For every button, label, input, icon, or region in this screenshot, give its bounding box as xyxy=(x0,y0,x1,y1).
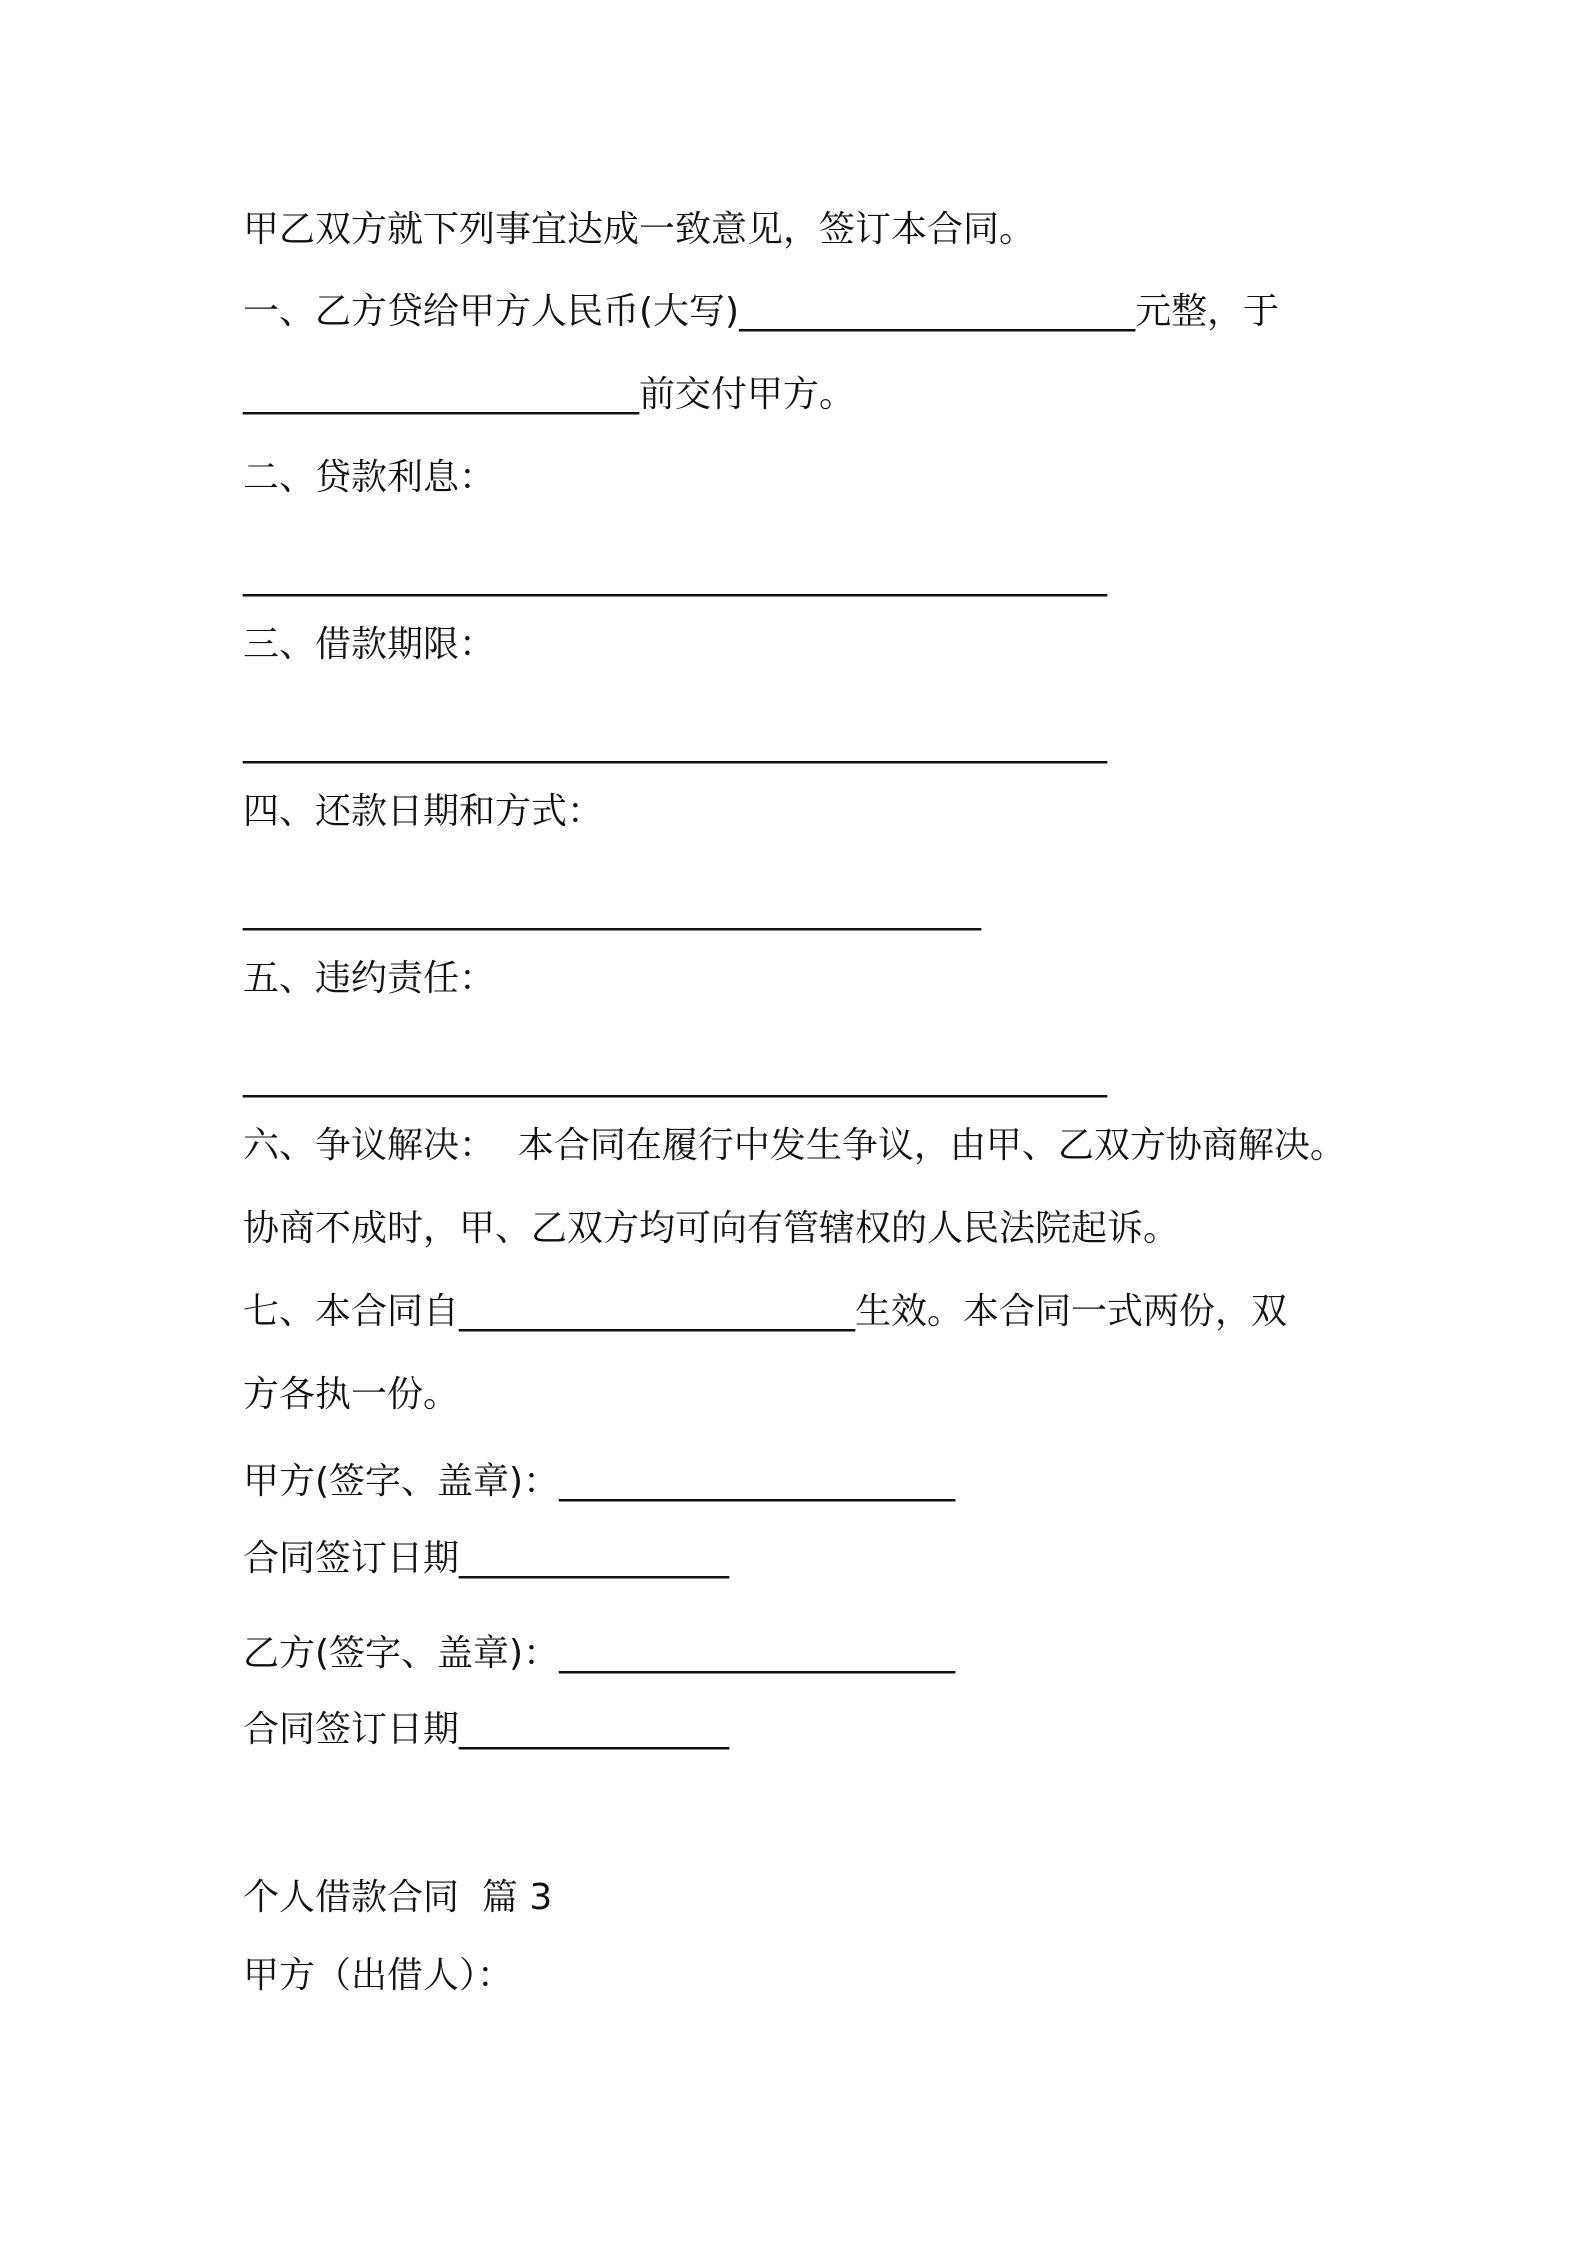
clause-2-title: 二、贷款利息： xyxy=(243,457,496,498)
party-b-sign-date: 合同签订日期_______________ xyxy=(243,1709,730,1750)
party-a-signature: 甲方(签字、盖章)：______________________ xyxy=(243,1461,956,1502)
section-title: 个人借款合同 篇 3 xyxy=(243,1877,553,1918)
clause-5-title: 五、违约责任： xyxy=(243,958,496,999)
clause-7-copies: 方各执一份。 xyxy=(243,1374,460,1415)
clause-4-blank: _________________________________________ xyxy=(243,890,981,931)
party-a-sign-date: 合同签订日期_______________ xyxy=(243,1538,730,1579)
clause-1-amount: 一、乙方贷给甲方人民币(大写)______________________元整，于 xyxy=(243,291,1280,332)
clause-2-blank: ________________________________________________ xyxy=(243,556,1107,597)
intro-text: 甲乙双方就下列事宜达成一致意见，签订本合同。 xyxy=(243,209,1036,250)
clause-1-delivery: ______________________前交付甲方。 xyxy=(243,374,856,415)
clause-3-blank: ________________________________________________ xyxy=(243,723,1107,764)
clause-6-litigation: 协商不成时，甲、乙双方均可向有管辖权的人民法院起诉。 xyxy=(243,1208,1180,1249)
clause-4-title: 四、还款日期和方式： xyxy=(243,791,604,832)
party-b-signature: 乙方(签字、盖章)：______________________ xyxy=(243,1633,956,1674)
clause-3-title: 三、借款期限： xyxy=(243,624,496,665)
clause-7-effective: 七、本合同自______________________生效。本合同一式两份，双 xyxy=(243,1291,1288,1332)
clause-5-blank: ________________________________________________ xyxy=(243,1057,1107,1098)
clause-6-dispute: 六、争议解决： 本合同在履行中发生争议，由甲、乙双方协商解决。 xyxy=(243,1125,1346,1166)
lender-label: 甲方（出借人）： xyxy=(243,1955,514,1996)
